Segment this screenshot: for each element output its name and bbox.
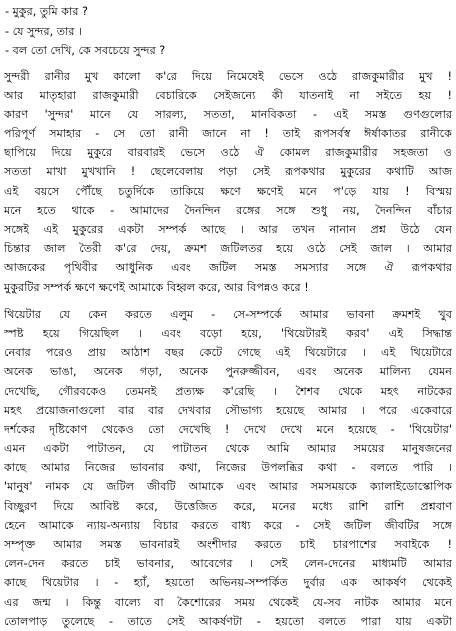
dialogue-line: - যে সুন্দর, তার । xyxy=(5,24,83,38)
text-line: লেন-দেন করতে চাই ভাবনার, আবেগের । সেই লেন-দেনের মাধ্যমটি আমার xyxy=(4,557,452,571)
text-line: থিয়েটার যে কেন করতে এলুম - সে-সম্পর্কে আমার ভাবনা ক্রমশই খুব xyxy=(4,307,452,321)
text-line: এমন একটা পাটাতন, যে পাটাতন থেকে আমি আমার সময়ের মানুষজনের xyxy=(4,442,452,456)
paragraph xyxy=(4,305,452,631)
text-line: চিন্তার জাল তৈরী ক'রে দেয়, ক্রমশ জটিলতর হয়ে ওঠে সেই জাল । আমার xyxy=(4,242,452,256)
text-line: তোলপাড় তুলেছে - তাতে সেই আকর্ষণটা - হয়তো বলতে পারা যায় একটা xyxy=(4,614,452,628)
paragraph xyxy=(4,67,452,297)
text-line: এই বয়সে পৌঁছে চতুর্দিকে তাকিয়ে ক্ষণে ক্ষণেই মনে প'ড়ে যায় ! বিস্ময় xyxy=(4,184,452,198)
text-line: ছাপিয়ে দিয়ে মুকুরে বারবারই ভেসে ওঠে ঐ কোমল রাজকুমারীর সহজতা ও xyxy=(4,146,452,160)
text-line: মনে হতে থাকে - আমাদের দৈনন্দিন রঙ্গের সঙ্গে শুধু নয়, দৈনন্দিন বাঁচার xyxy=(4,203,452,217)
text-line: নেবার পরেও প্রায় আঠাশ বছর কেটে গেছে এই থিয়েটারে । এই থিয়েটারে xyxy=(4,346,452,360)
text-line: সুন্দরী রানীর মুখ কালো ক'রে দিয়ে নিমেষেই ভেসে ওঠে রাজকুমারীর মুখ ! xyxy=(4,69,452,83)
text-line: সঙ্গেই এই মুকুরের একটা সম্পর্ক আছে । আর তখন নানান প্রশ্ন উঠে যেন xyxy=(4,223,452,236)
dialogue-block xyxy=(4,2,452,61)
text-line: দর্শকের দৃষ্টিকোণ থেকেও তো দেখেছি ! দেখে দেখে মনে হয়েছে - 'থিয়েটার' xyxy=(4,422,452,436)
text-line: বিচ্ছুরণ দিয়ে আবিষ্ট করে, উত্তেজিত করে, মনের মধ্যে রাশি রাশি প্রশ্নবাণ xyxy=(4,499,452,513)
text-line: 'মানুষ' নামক যে জটিল জীবটি আমাকে এবং আমার সমসময়কে ক্যালাইডোস্কোপিক xyxy=(4,480,452,494)
text-line: দেখেছি, গৌরবকেও তেমনই প্রত্যক্ষ ক'রেছি । শৈশব থেকে মহৎ নাটকের xyxy=(4,384,452,398)
text-line: অনেক ভাঙা, অনেক গড়া, অনেক পুনরুজ্জীবন, এবং অনেক মালিন্য যেমন xyxy=(4,365,452,379)
text-line: সম্পৃক্ত আমার সমস্ত ভাবনারই অংশীদার করতে চাই চারপাশের সবাইকে ! xyxy=(4,538,452,551)
text-line: কাছে থিয়েটার । - হ্যাঁ, হয়তো অভিনয়-সম্পর্কিত দুর্বার এক আকর্ষণ থেকেই xyxy=(4,576,452,590)
text-line: কাছে আমার নিজের ভাবনার কথা, নিজের উপলব্ধির কথা - বলতে পারি । xyxy=(4,461,452,475)
text-line: কারণ 'সুন্দর' মানে যে সারল্য, সততা, মানবিকতা - এই সমস্ত গুণগুলোর xyxy=(4,107,452,121)
text-line: হেনে আমাকে ন্যায়-অন্যায় বিচার করতে বাধ্য করে - সেই জটিল জীবটির সঙ্গে xyxy=(4,518,452,532)
text-line: মহৎ প্রয়োজনাগুলো বার বার দেখবার সৌভাগ্য হয়েছে আমার । পরে একেবারে xyxy=(4,403,452,417)
text-line: সততা মাখা মুখখানি ! ছেলেবেলায় পড়া সেই রূপকথার মুকুরের কথাটি আজ xyxy=(4,165,452,179)
dialogue-line: - মুকুর, তুমি কার ? xyxy=(5,5,88,18)
text-line: এর জন্ম । কিন্তু বাল্যে বা কৈশোরের সময় থেকেই যে-সব নাটক আমার মনে xyxy=(4,595,452,609)
text-line: পরিপূর্ণ সমাহার - সে তো রানী জানে না ! তাই রূপসর্বস্ব ঈর্ষাকাতর রানীকে xyxy=(4,127,452,141)
body-text xyxy=(4,67,452,631)
text-line: স্পষ্ট হয়ে গিয়েছিল । এবং বড়ো হয়ে, 'থিয়েটারই করব' এই সিদ্ধান্ত xyxy=(4,326,452,340)
text-line: আর মাতৃহারা রাজকুমারী বেচারিকে সেইজন্যে কী যাতনাই না সইতে হয় ! xyxy=(4,88,452,102)
text-line: আজকের পৃথিবীর আধুনিক এবং জটিল সমস্ত সমস্যার সঙ্গে ঐ রূপকথার xyxy=(4,261,452,275)
text-line: মুকুরটির সম্পর্ক ক্ষণে ক্ষণেই আমাকে বিহ্বল করে, আর বিপন্নও করে ! xyxy=(4,280,309,294)
dialogue-line: - বল তো দেখি, কে সবচেয়ে সুন্দর ? xyxy=(5,44,166,57)
